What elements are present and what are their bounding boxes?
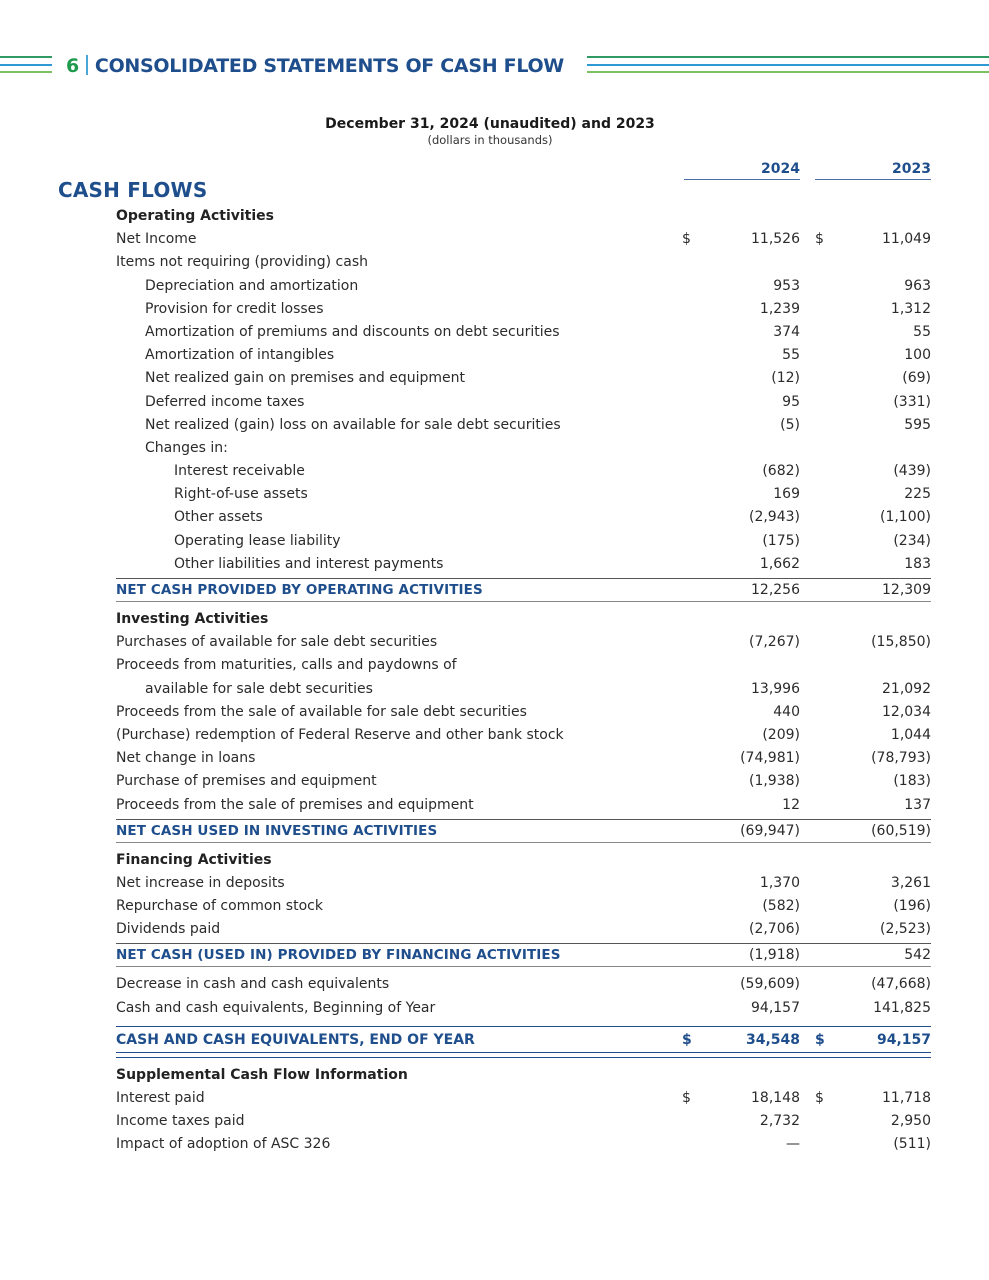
table-row: [116, 747, 931, 770]
value-2023: (183): [893, 773, 931, 790]
table-row: [116, 997, 931, 1020]
value-2023: 11,049: [882, 231, 931, 248]
row-label: Purchases of available for sale debt securities: [116, 634, 438, 651]
table-row: [116, 1133, 931, 1156]
row-label: NET CASH PROVIDED BY OPERATING ACTIVITIES: [116, 582, 483, 598]
row-label: (Purchase) redemption of Federal Reserve and other bank stock: [116, 726, 564, 743]
total-row: [116, 1026, 931, 1052]
table-row: [116, 678, 931, 701]
value-2023: 1,044: [890, 726, 931, 743]
header-stripes-left: [0, 56, 52, 75]
row-label: Interest receivable: [174, 463, 305, 480]
value-2024: (5): [780, 416, 800, 433]
table-row: [116, 794, 931, 817]
value-2023: (15,850): [871, 634, 931, 651]
value-2023: 141,825: [873, 999, 931, 1016]
value-2024: (209): [762, 726, 800, 743]
row-label: Financing Activities: [116, 851, 272, 868]
row-label: Impact of adoption of ASC 326: [116, 1136, 331, 1153]
total-row: [116, 819, 931, 843]
table-row: [116, 367, 931, 390]
value-2024: 1,662: [759, 555, 800, 572]
value-2024: 18,148: [751, 1090, 800, 1106]
section-heading-row: [116, 849, 931, 872]
value-2023: (511): [893, 1136, 931, 1153]
value-2024: (582): [762, 898, 800, 915]
value-2024: 169: [773, 486, 800, 503]
value-2023: 2,950: [890, 1113, 931, 1130]
value-2024: 953: [773, 277, 800, 294]
value-2024: 94,157: [751, 999, 800, 1016]
value-2024: 55: [782, 347, 800, 364]
value-2024: 12: [782, 796, 800, 813]
statement-subtitle: [295, 115, 685, 147]
row-label: Depreciation and amortization: [145, 277, 359, 294]
value-2023: 100: [904, 347, 931, 364]
table-row: [116, 631, 931, 654]
page-header: [0, 53, 989, 79]
row-label: Interest paid: [116, 1090, 205, 1106]
table-row: [116, 391, 931, 414]
row-label: Changes in:: [145, 439, 228, 456]
value-2024: (59,609): [740, 976, 800, 993]
row-label: Proceeds from the sale of premises and equipment: [116, 796, 474, 813]
value-2024: (1,938): [748, 773, 800, 790]
table-row: [116, 701, 931, 724]
column-header-2024: 2024: [684, 160, 800, 180]
currency-symbol-2023: $: [815, 1031, 825, 1048]
value-2023: 963: [904, 277, 931, 294]
table-row: [116, 275, 931, 298]
table-row: [116, 321, 931, 344]
statement-date: December 31, 2024 (unaudited) and 2023: [325, 116, 655, 132]
value-2023: (47,668): [871, 976, 931, 993]
table-row: [116, 973, 931, 996]
value-2024: (682): [762, 463, 800, 480]
table-row: [116, 344, 931, 367]
value-2023: 1,312: [890, 300, 931, 317]
value-2023: (439): [893, 463, 931, 480]
value-2023: (1,100): [879, 509, 931, 526]
value-2023: 55: [913, 323, 931, 340]
row-label: Net change in loans: [116, 750, 256, 767]
table-row: [116, 654, 931, 677]
row-label: Items not requiring (providing) cash: [116, 254, 368, 271]
table-row: [116, 895, 931, 918]
table-row: [116, 483, 931, 506]
total-row: [116, 578, 931, 602]
value-2024: 1,239: [759, 300, 800, 317]
currency-symbol-2024: $: [682, 1031, 692, 1048]
table-row: [116, 1110, 931, 1133]
value-2024: (74,981): [740, 750, 800, 767]
table-row: [116, 414, 931, 437]
table-row: [116, 1087, 931, 1110]
currency-symbol-2023: $: [815, 231, 824, 248]
header-stripes-right: [587, 56, 989, 75]
row-label: Decrease in cash and cash equivalents: [116, 976, 390, 993]
value-2023: 12,034: [882, 703, 931, 720]
value-2024: —: [786, 1136, 800, 1153]
table-row: [116, 724, 931, 747]
cash-flow-table: [116, 205, 931, 1157]
row-label: Proceeds from the sale of available for sale debt securities: [116, 703, 527, 720]
statement-title: CONSOLIDATED STATEMENTS OF CASH FLOW: [94, 55, 564, 77]
row-label: Deferred income taxes: [145, 393, 305, 410]
row-label: Income taxes paid: [116, 1113, 245, 1130]
row-label: Repurchase of common stock: [116, 898, 323, 915]
section-heading-row: [116, 205, 931, 228]
value-2023: 183: [904, 555, 931, 572]
value-2024: 34,548: [745, 1031, 800, 1048]
table-row: [116, 228, 931, 251]
value-2024: 2,732: [759, 1113, 800, 1130]
value-2023: (196): [893, 898, 931, 915]
value-2023: 94,157: [876, 1031, 931, 1048]
value-2023: (60,519): [871, 822, 931, 839]
row-label: available for sale debt securities: [145, 680, 373, 697]
value-2024: (12): [771, 370, 800, 387]
row-label: Cash and cash equivalents, Beginning of Year: [116, 999, 436, 1016]
currency-symbol-2023: $: [815, 1090, 824, 1106]
row-label: Operating Activities: [116, 208, 274, 224]
value-2023: (2,523): [879, 921, 931, 938]
header-title: [66, 53, 564, 79]
column-header-2023: 2023: [815, 160, 931, 180]
value-2024: (69,947): [740, 822, 800, 839]
value-2023: 137: [904, 796, 931, 813]
value-2024: 440: [773, 703, 800, 720]
value-2023: 542: [904, 947, 931, 964]
row-label: Provision for credit losses: [145, 300, 324, 317]
value-2024: 374: [773, 323, 800, 340]
header-divider: [86, 55, 88, 75]
statement-units: (dollars in thousands): [427, 133, 553, 147]
section-heading-row: [116, 608, 931, 631]
table-row: [116, 770, 931, 793]
total-row: [116, 943, 931, 967]
section-heading-row: [116, 1064, 931, 1087]
value-2024: (7,267): [748, 634, 800, 651]
row-label: CASH AND CASH EQUIVALENTS, END OF YEAR: [116, 1031, 475, 1048]
table-row: [116, 298, 931, 321]
section-title: CASH FLOWS: [58, 178, 208, 202]
currency-symbol-2024: $: [682, 231, 691, 248]
value-2024: 11,526: [751, 231, 800, 248]
row-label: Net Income: [116, 231, 197, 248]
table-row: [116, 506, 931, 529]
row-label: Supplemental Cash Flow Information: [116, 1066, 408, 1083]
value-2023: (234): [893, 532, 931, 549]
table-row: [116, 553, 931, 576]
row-label: Net realized gain on premises and equipment: [145, 370, 465, 387]
row-label: Operating lease liability: [174, 532, 341, 549]
value-2023: 12,309: [882, 582, 931, 598]
value-2024: (2,943): [748, 509, 800, 526]
value-2024: 95: [782, 393, 800, 410]
row-label: NET CASH (USED IN) PROVIDED BY FINANCING ACTIVITIES: [116, 947, 561, 964]
value-2023: 3,261: [890, 874, 931, 891]
row-label: Net increase in deposits: [116, 874, 285, 891]
table-row: [116, 460, 931, 483]
row-label: Dividends paid: [116, 921, 221, 938]
row-label: NET CASH USED IN INVESTING ACTIVITIES: [116, 822, 438, 839]
section-number: 6: [66, 55, 79, 77]
value-2023: (69): [902, 370, 931, 387]
row-label: Other liabilities and interest payments: [174, 555, 444, 572]
table-row: [116, 437, 931, 460]
table-row: [116, 872, 931, 895]
value-2024: 13,996: [751, 680, 800, 697]
table-row: [116, 251, 931, 274]
value-2023: 21,092: [882, 680, 931, 697]
value-2023: (331): [893, 393, 931, 410]
value-2023: (78,793): [871, 750, 931, 767]
row-label: Right-of-use assets: [174, 486, 308, 503]
value-2024: (2,706): [748, 921, 800, 938]
row-label: Amortization of premiums and discounts on debt securities: [145, 323, 560, 340]
value-2023: 11,718: [882, 1090, 931, 1106]
value-2023: 595: [904, 416, 931, 433]
value-2024: (175): [762, 532, 800, 549]
table-row: [116, 918, 931, 941]
currency-symbol-2024: $: [682, 1090, 691, 1106]
row-label: Proceeds from maturities, calls and paydowns of: [116, 657, 457, 674]
row-label: Other assets: [174, 509, 263, 526]
row-label: Purchase of premises and equipment: [116, 773, 377, 790]
row-label: Amortization of intangibles: [145, 347, 335, 364]
row-label: Investing Activities: [116, 611, 269, 627]
row-label: Net realized (gain) loss on available for sale debt securities: [145, 416, 561, 433]
value-2024: (1,918): [748, 947, 800, 964]
value-2023: 225: [904, 486, 931, 503]
value-2024: 12,256: [751, 582, 800, 598]
table-row: [116, 530, 931, 553]
value-2024: 1,370: [759, 874, 800, 891]
